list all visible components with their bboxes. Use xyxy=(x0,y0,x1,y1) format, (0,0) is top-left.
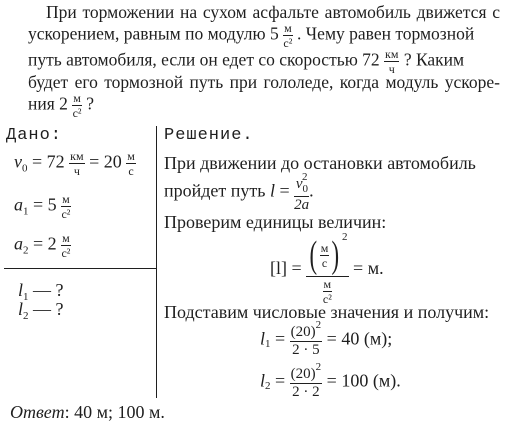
unit-denominator: с² xyxy=(72,106,82,120)
var-l: l xyxy=(18,280,24,300)
subscript: 2 xyxy=(23,244,29,257)
l2-numerator xyxy=(290,362,323,384)
subscript: 2 xyxy=(23,310,29,322)
problem-line-1 xyxy=(46,2,500,22)
subscript: 1 xyxy=(265,338,271,351)
formula-l1 xyxy=(260,320,392,358)
var-l: l xyxy=(270,180,276,201)
given-a2 xyxy=(14,232,71,259)
solution-text-1: При движении до остановки автомобиль xyxy=(164,153,476,173)
formula-denominator: 2a xyxy=(294,197,310,213)
answer-line xyxy=(10,402,165,423)
inner-fraction xyxy=(320,242,330,269)
unit-numerator: м xyxy=(62,192,70,206)
equals: = xyxy=(275,180,295,201)
subscript: 1 xyxy=(23,291,29,303)
units-denominator xyxy=(306,277,348,305)
superscript: 2 xyxy=(302,171,308,183)
value: = 72 xyxy=(32,151,65,172)
problem-text: ? xyxy=(86,93,95,114)
unit-denominator: с xyxy=(321,255,328,270)
units-fraction xyxy=(306,232,348,305)
l1-numerator xyxy=(290,320,323,342)
var-l: l xyxy=(260,370,266,391)
unit-numerator: м xyxy=(127,149,135,163)
answer-text: : 40 м; 100 м. xyxy=(64,402,165,422)
check-units-title: Проверим единицы величин: xyxy=(164,212,387,232)
unit-numerator: м xyxy=(62,231,70,245)
subscript: 1 xyxy=(23,205,29,218)
solution-header: Решение. xyxy=(164,126,254,145)
given-a1 xyxy=(14,193,71,220)
problem-text: будет его тормозной путь при гололеде, когда модуль ускоре- xyxy=(28,72,500,92)
var-a: a xyxy=(14,233,23,254)
unit-fraction xyxy=(61,232,71,259)
l1-fraction xyxy=(290,320,323,358)
problem-text: ускорением, равным по модулю 5 xyxy=(28,23,279,44)
equals: = xyxy=(270,370,290,391)
solution-formula-l xyxy=(164,172,314,213)
problem-text: При торможении на сухом асфальте автомобиль движется с xyxy=(46,2,500,22)
unit-lhs: [l] = xyxy=(270,258,307,279)
subscript: 2 xyxy=(265,380,271,393)
unit-numerator: м xyxy=(284,21,292,35)
unit-fraction xyxy=(283,22,293,49)
value: = 5 xyxy=(33,194,57,215)
unit-numerator: м xyxy=(323,277,332,292)
period: . xyxy=(309,180,314,201)
substitute-title: Подставим числовые значения и получим: xyxy=(164,302,490,322)
inner-fraction xyxy=(323,278,333,305)
unit-denominator: ч xyxy=(73,164,80,178)
problem-text: путь автомобиля, если он едет со скоростью 72 xyxy=(28,49,380,70)
subscript: 0 xyxy=(22,162,28,175)
superscript: 2 xyxy=(342,231,348,243)
solution-text: пройдет путь xyxy=(164,180,270,201)
problem-line-3 xyxy=(28,48,500,75)
problem-text: . Чему равен тормозной xyxy=(297,23,475,44)
unit-result: = м. xyxy=(353,258,384,279)
unit-denominator: с² xyxy=(61,207,71,221)
l2-result: = 100 (м). xyxy=(326,370,401,391)
var-v: v xyxy=(295,176,303,192)
unit-numerator: км xyxy=(385,47,399,61)
value: = 20 xyxy=(89,151,122,172)
given-v0 xyxy=(14,150,136,177)
var-a: a xyxy=(14,194,23,215)
question: — ? xyxy=(33,299,64,319)
l1-denominator: 2 · 5 xyxy=(292,342,320,358)
l2-denominator: 2 · 2 xyxy=(292,384,320,400)
unit-numerator: м xyxy=(73,91,81,105)
unit-numerator: м xyxy=(320,240,329,255)
answer-label: Ответ xyxy=(10,402,65,422)
superscript: 2 xyxy=(315,361,322,373)
unit-fraction xyxy=(69,150,84,177)
find-l2 xyxy=(18,299,64,322)
value: = 2 xyxy=(33,233,57,254)
unit-denominator: с xyxy=(128,164,134,178)
unit-fraction xyxy=(384,48,399,75)
units-numerator xyxy=(306,232,348,277)
problem-text: ? Каким xyxy=(403,49,465,70)
numerator-value: (20) xyxy=(290,366,316,382)
vertical-divider xyxy=(156,126,157,398)
paren-right: ) xyxy=(331,234,340,277)
unit-fraction xyxy=(126,150,136,177)
unit-fraction xyxy=(61,193,71,220)
given-header: Дано: xyxy=(6,126,63,145)
superscript: 2 xyxy=(315,319,322,331)
numerator-value: (20) xyxy=(290,324,316,340)
problem-text: ния 2 xyxy=(28,93,68,114)
problem-line-5 xyxy=(28,92,514,119)
given-horizontal-divider xyxy=(4,268,156,269)
formula-numerator xyxy=(294,172,309,197)
question: — ? xyxy=(33,280,64,300)
unit-denominator: ч xyxy=(388,62,395,76)
equals: = xyxy=(270,328,290,349)
unit-denominator: с² xyxy=(322,292,332,307)
unit-fraction xyxy=(72,92,82,119)
formula-fraction xyxy=(294,172,309,213)
problem-line-4 xyxy=(28,72,500,92)
units-check-formula xyxy=(270,232,384,305)
unit-numerator: км xyxy=(70,149,84,163)
paren-left: ( xyxy=(309,234,318,277)
var-l: l xyxy=(18,299,24,319)
var-v: v xyxy=(14,151,22,172)
formula-l2 xyxy=(260,362,401,400)
unit-denominator: с² xyxy=(61,246,71,260)
subscript: 0 xyxy=(302,183,308,195)
var-l: l xyxy=(260,328,266,349)
l1-result: = 40 (м); xyxy=(326,328,393,349)
problem-line-2 xyxy=(28,22,500,49)
l2-fraction xyxy=(290,362,323,400)
unit-denominator: с² xyxy=(283,36,293,50)
